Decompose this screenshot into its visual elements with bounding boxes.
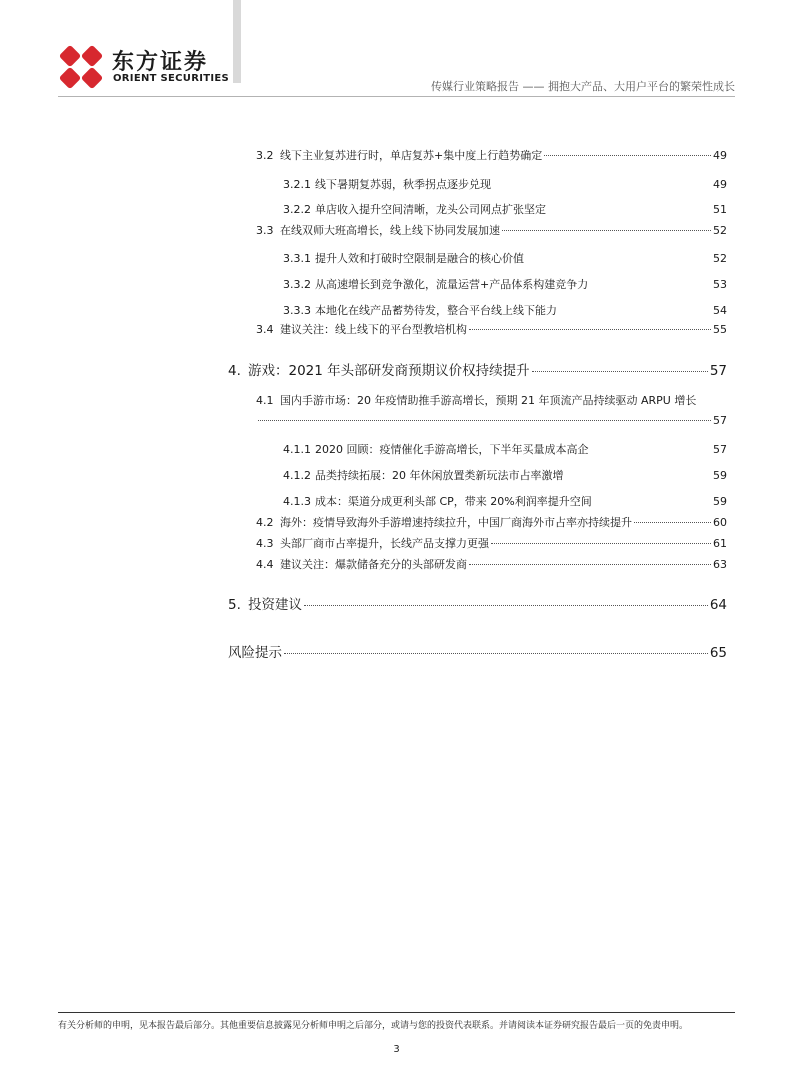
toc-entry-page: 57 (713, 443, 727, 456)
footer-divider (58, 1012, 735, 1013)
toc-entry[interactable] (283, 276, 727, 292)
toc-entry-title: 单店收入提升空间清晰，龙头公司网点扩张坚定 (315, 203, 546, 216)
toc-entry-number: 4. (228, 363, 241, 379)
toc-entry-page: 54 (713, 304, 727, 317)
toc-entry-page: 53 (713, 278, 727, 291)
toc-entry-page: 49 (713, 149, 727, 162)
page-number: 3 (393, 1044, 400, 1055)
toc-entry-number: 4.1 (256, 394, 274, 407)
toc-entry-page: 59 (713, 469, 727, 482)
toc-leader-dots (491, 543, 711, 544)
toc-leader-dots (284, 653, 708, 654)
toc-entry-number: 3.3 (256, 224, 274, 237)
toc-entry-title: 建议关注：爆款储备充分的头部研发商 (280, 558, 467, 571)
toc-entry-title: 本地化在线产品蓄势待发，整合平台线上线下能力 (315, 304, 557, 317)
toc-entry[interactable] (283, 201, 727, 217)
footer-disclaimer: 有关分析师的申明，见本报告最后部分。其他重要信息披露见分析师申明之后部分，或请与您的投资代表联系。并请阅读本证券研究报告最后一页的免责申明。 (58, 1021, 689, 1031)
toc-entry-title: 游戏：2021 年头部研发商预期议价权持续提升 (248, 363, 530, 379)
toc-entry-title: 风险提示 (228, 645, 282, 661)
toc-entry-page: 51 (713, 203, 727, 216)
toc-leader-dots (469, 329, 711, 330)
toc-entry-number: 4.3 (256, 537, 274, 550)
toc-entry-title: 提升人效和打破时空限制是融合的核心价值 (315, 252, 524, 265)
toc-leader-dots (258, 420, 711, 421)
toc-entry[interactable] (283, 493, 727, 509)
toc-entry-page: 57 (709, 363, 727, 379)
toc-entry-title: 品类持续拓展：20 年休闲放置类新玩法市占率激增 (315, 469, 564, 482)
toc-entry-number: 3.2.2 (283, 203, 311, 216)
toc-entry-title: 头部厂商市占率提升，长线产品支撑力更强 (280, 537, 489, 550)
toc-entry[interactable] (283, 176, 727, 192)
header-divider (58, 96, 735, 97)
toc-entry-page: 49 (713, 178, 727, 191)
toc-entry-title: 海外：疫情导致海外手游增速持续拉升，中国厂商海外市占率亦持续提升 (280, 516, 632, 529)
toc-entry-page: 55 (713, 323, 727, 336)
toc-entry-title: 线下暑期复苏弱，秋季拐点逐步兑现 (315, 178, 491, 191)
toc-entry[interactable] (228, 593, 727, 613)
header-gray-bar (233, 0, 241, 83)
toc-entry-number: 3.4 (256, 323, 274, 336)
toc-entry-title: 成本：渠道分成更利头部 CP，带来 20%利润率提升空间 (315, 495, 592, 508)
toc-entry-number: 4.1.3 (283, 495, 311, 508)
toc-entry-number: 3.3.1 (283, 252, 311, 265)
toc-entry[interactable] (256, 556, 727, 572)
toc-entry-page: 61 (713, 537, 727, 550)
toc-entry-page: 52 (713, 224, 727, 237)
toc-entry[interactable] (228, 359, 727, 379)
orient-logo-icon (58, 44, 104, 90)
toc-leader-dots (469, 564, 711, 565)
toc-entry[interactable] (256, 147, 727, 163)
toc-leader-dots (634, 522, 711, 523)
toc-entry-title: 2020 回顾：疫情催化手游高增长，下半年买量成本高企 (315, 443, 589, 456)
toc-entry[interactable] (283, 250, 727, 266)
toc-entry[interactable] (256, 535, 727, 551)
toc-entry-number: 3.3.2 (283, 278, 311, 291)
toc-entry[interactable] (256, 321, 727, 337)
toc-entry-page: 64 (709, 597, 727, 613)
toc-entry-page: 63 (713, 558, 727, 571)
toc-entry-page: 59 (713, 495, 727, 508)
toc-entry-number: 5. (228, 597, 241, 613)
toc-entry-title: 国内手游市场：20 年疫情助推手游高增长，预期 21 年顶流产品持续驱动 ARPU 增长 (280, 394, 697, 407)
toc-entry[interactable] (283, 441, 727, 457)
toc-entry-number: 3.2.1 (283, 178, 311, 191)
toc-entry-page: 60 (713, 516, 727, 529)
toc-entry-page: 65 (709, 645, 727, 661)
toc-leader-dots (304, 605, 708, 606)
toc-leader-dots (502, 230, 711, 231)
toc-entry[interactable] (283, 302, 727, 318)
toc-entry-title: 建议关注：线上线下的平台型教培机构 (280, 323, 467, 336)
toc-entry-page: 52 (713, 252, 727, 265)
toc-entry[interactable] (256, 392, 727, 408)
toc-entry-title: 在线双师大班高增长，线上线下协同发展加速 (280, 224, 500, 237)
toc-entry[interactable] (256, 514, 727, 530)
logo-chinese-name: 东方证券 (112, 50, 209, 75)
toc-entry-number: 4.2 (256, 516, 274, 529)
toc-leader-dots (532, 371, 708, 372)
report-title: 传媒行业策略报告 —— 拥抱大产品、大用户平台的繁荣性成长 (431, 80, 735, 93)
toc-leader-dots (544, 155, 711, 156)
toc-entry[interactable] (228, 641, 727, 661)
toc-entry-title: 线下主业复苏进行时，单店复苏+集中度上行趋势确定 (280, 149, 543, 162)
toc-entry-page: 57 (713, 414, 727, 427)
toc-entry-number: 3.3.3 (283, 304, 311, 317)
toc-entry-number: 4.4 (256, 558, 274, 571)
toc-entry-title: 投资建议 (248, 597, 302, 613)
logo-english-name: ORIENT SECURITIES (113, 73, 230, 84)
toc-entry[interactable] (283, 467, 727, 483)
toc-entry-number: 4.1.1 (283, 443, 311, 456)
company-logo (58, 44, 228, 90)
toc-entry-number: 4.1.2 (283, 469, 311, 482)
toc-entry-continuation[interactable] (256, 414, 727, 427)
toc-entry[interactable] (256, 222, 727, 238)
toc-entry-title: 从高速增长到竞争激化，流量运营+产品体系构建竞争力 (315, 278, 589, 291)
toc-entry-number: 3.2 (256, 149, 274, 162)
